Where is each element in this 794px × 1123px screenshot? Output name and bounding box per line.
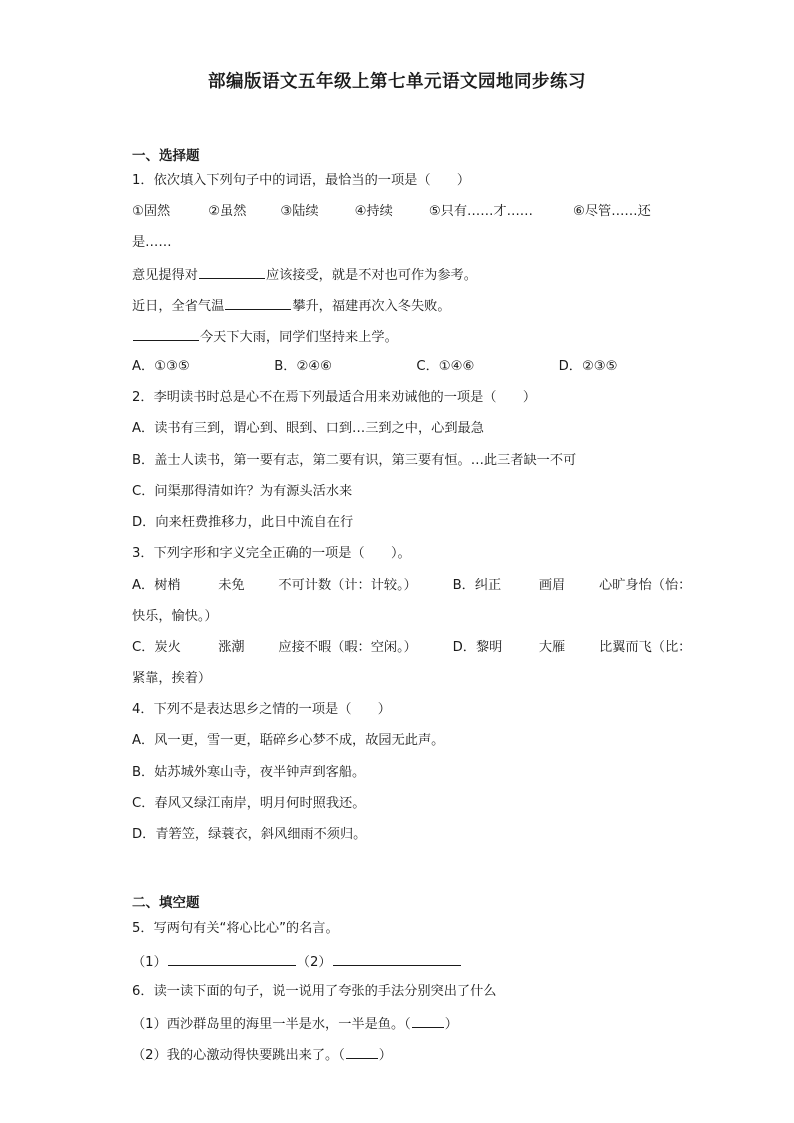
word-option-1: ①固然	[132, 204, 171, 219]
word-option-3: ③陆续	[280, 204, 319, 219]
word-option-5: ⑤只有……才……	[428, 204, 533, 219]
question-1-options	[132, 357, 617, 377]
question-5-answers	[132, 951, 462, 971]
answer-2-label: （2）	[296, 955, 332, 970]
question-4-option-d[interactable]: D．青箬笠，绿蓑衣，斜风细雨不须归。	[132, 827, 367, 842]
answer-2-blank[interactable]	[333, 951, 461, 966]
word-option-6: ⑥尽管……还	[573, 204, 651, 219]
q3-c-word-2: 涨潮	[218, 640, 245, 655]
option-c[interactable]: C．①④⑥	[416, 359, 475, 374]
q3-a-word-2: 未免	[218, 578, 245, 593]
question-2-option-c[interactable]: C．问渠那得清如许？为有源头活水来	[132, 484, 353, 499]
q3-b-word-1[interactable]: B．纠正	[452, 578, 502, 593]
item-2-blank[interactable]	[346, 1044, 378, 1059]
item-2-close-paren: ）	[378, 1048, 392, 1063]
question-1-sentence-2	[132, 295, 451, 315]
question-1-word-list-continued: 是……	[132, 235, 172, 250]
answer-1-blank[interactable]	[168, 951, 296, 966]
page-title: 部编版语文五年级上第七单元语文园地同步练习	[208, 72, 586, 92]
option-b[interactable]: B．②④⑥	[274, 359, 332, 374]
question-2-option-d[interactable]: D．向来枉费推移力，此日中流自在行	[132, 515, 354, 530]
question-2-option-b[interactable]: B．盖士人读书，第一要有志，第二要有识，第三要有恒。…此三者缺一不可	[132, 453, 577, 468]
question-1-stem: 1．依次填入下列句子中的词语，最恰当的一项是（ ）	[132, 173, 471, 188]
q3-a-word-1[interactable]: A．树梢	[132, 578, 181, 593]
section-heading-choice: 一、选择题	[132, 148, 200, 164]
question-2-option-a[interactable]: A．读书有三到，谓心到、眼到、口到…三到之中，心到最急	[132, 421, 484, 436]
word-option-4: ④持续	[354, 204, 393, 219]
answer-blank[interactable]	[225, 295, 291, 310]
word-option-2: ②虽然	[208, 204, 247, 219]
question-6-item-2	[132, 1044, 392, 1064]
question-1-sentence-3	[132, 326, 398, 346]
question-3-option-d-continued: 紧靠，挨着）	[132, 671, 212, 686]
question-1-word-list	[132, 202, 651, 222]
question-3-options-cd	[132, 638, 691, 658]
question-4-option-a[interactable]: A．风一更，雪一更，聒碎乡心梦不成，故园无此声。	[132, 733, 445, 748]
question-5-stem: 5．写两句有关“将心比心”的名言。	[132, 921, 339, 936]
sentence-2-part-b: 攀升，福建再次入冬失败。	[292, 299, 451, 314]
answer-1-label: （1）	[132, 955, 167, 970]
question-4-option-c[interactable]: C．春风又绿江南岸，明月何时照我还。	[132, 796, 366, 811]
q3-b-word-2: 画眉	[538, 578, 566, 593]
question-3-stem: 3．下列字形和字义完全正确的一项是（ ）。	[132, 546, 411, 561]
section-heading-fill: 二、填空题	[132, 895, 200, 911]
answer-blank[interactable]	[133, 326, 199, 341]
sentence-1-part-b: 应该接受，就是不对也可作为参考。	[265, 268, 477, 283]
item-1-blank[interactable]	[412, 1013, 444, 1028]
question-6-item-1	[132, 1013, 458, 1033]
q3-c-word-1[interactable]: C．炭火	[132, 640, 181, 655]
answer-blank[interactable]	[199, 264, 265, 279]
sentence-3-part-b: 今天下大雨，同学们坚持来上学。	[200, 330, 398, 345]
sentence-2-part-a: 近日，全省气温	[132, 299, 225, 314]
q3-d-word-1[interactable]: D．黎明	[452, 640, 503, 655]
q3-a-word-3: 不可计数（计：计较。）	[278, 578, 417, 593]
item-2-text: （2）我的心激动得快要跳出来了。（	[132, 1048, 345, 1063]
question-2-stem: 2．李明读书时总是心不在焉下列最适合用来劝诫他的一项是（ ）	[132, 390, 537, 405]
question-4-option-b[interactable]: B．姑苏城外寒山寺，夜半钟声到客船。	[132, 765, 366, 780]
question-1-sentence-1	[132, 264, 477, 284]
item-1-close-paren: ）	[444, 1017, 458, 1032]
question-3-option-b-continued: 快乐，愉快。）	[132, 609, 218, 624]
q3-c-word-3: 应接不暇（暇：空闲。）	[278, 640, 417, 655]
question-6-stem: 6．读一读下面的句子，说一说用了夸张的手法分别突出了什么	[132, 984, 497, 999]
question-4-stem: 4．下列不是表达思乡之情的一项是（ ）	[132, 702, 391, 717]
sentence-1-part-a: 意见提得对	[132, 268, 198, 283]
question-3-options-ab	[132, 576, 691, 596]
q3-b-word-3: 心旷身怡（怡：	[599, 578, 692, 593]
option-d[interactable]: D．②③⑤	[558, 359, 618, 374]
q3-d-word-3: 比翼而飞（比：	[599, 640, 692, 655]
option-a[interactable]: A．①③⑤	[132, 359, 190, 374]
item-1-text: （1）西沙群岛里的海里一半是水，一半是鱼。（	[132, 1017, 411, 1032]
q3-d-word-2: 大雁	[538, 640, 566, 655]
